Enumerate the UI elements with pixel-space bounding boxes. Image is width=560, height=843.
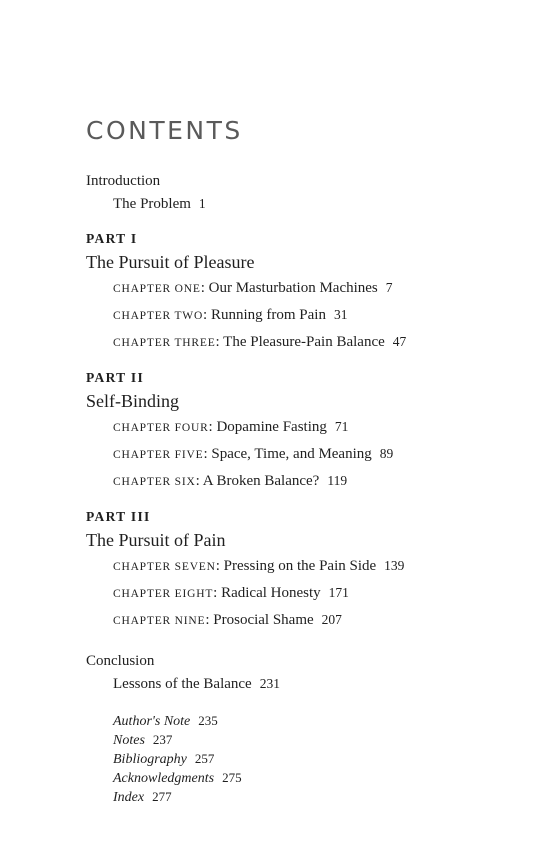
backmatter-title: Bibliography	[113, 752, 187, 767]
backmatter-list	[86, 712, 560, 807]
chapter-title: The Pleasure-Pain Balance	[223, 334, 385, 350]
chapter-prefix: CHAPTER THREE	[113, 337, 216, 349]
toc-entry-acknowledgments[interactable]	[113, 769, 560, 788]
entry-page-number: 231	[259, 676, 280, 691]
chapter-title: Running from Pain	[210, 307, 326, 323]
chapter-prefix: CHAPTER SEVEN	[113, 561, 216, 573]
backmatter-page-number: 275	[222, 770, 242, 785]
chapter-page-number: 31	[333, 307, 348, 322]
toc-entry-the-problem[interactable]	[86, 191, 560, 217]
toc-entry-notes[interactable]	[113, 731, 560, 750]
chapter-page-number: 171	[328, 585, 349, 600]
toc-entry-chapter-two[interactable]: CHAPTER TWO: Running from Pain 31	[113, 307, 348, 323]
toc-entry-chapter-three[interactable]: CHAPTER THREE: The Pleasure-Pain Balance 47	[113, 334, 407, 350]
page-title: CONTENTS	[86, 116, 243, 145]
toc-entry-chapter-seven[interactable]: CHAPTER SEVEN: Pressing on the Pain Side 139	[113, 558, 405, 574]
chapter-prefix: CHAPTER SIX	[113, 476, 196, 488]
backmatter-page-number: 257	[194, 751, 215, 766]
chapter-page-number: 139	[384, 558, 405, 573]
entry-page-number: 1	[198, 196, 206, 211]
chapter-page-number: 71	[334, 419, 349, 434]
backmatter-page-number: 277	[152, 789, 172, 804]
chapter-prefix: CHAPTER TWO	[113, 310, 204, 322]
part-two-block	[86, 368, 560, 495]
part-one-block	[86, 229, 560, 356]
section-introduction-label: Introduction	[86, 173, 161, 189]
backmatter-title: Index	[113, 790, 145, 805]
backmatter-page-number: 237	[152, 732, 173, 747]
toc-entry-bibliography[interactable]	[113, 750, 560, 769]
part-label: PART II	[86, 370, 145, 385]
chapter-title: Radical Honesty	[221, 585, 321, 601]
chapter-title: Our Masturbation Machines	[208, 280, 378, 296]
backmatter-title: Acknowledgments	[113, 771, 215, 786]
toc-entry-chapter-six[interactable]: CHAPTER SIX: A Broken Balance? 119	[113, 473, 348, 489]
part-label: PART III	[86, 509, 151, 524]
backmatter-title: Notes	[113, 733, 145, 748]
chapter-prefix: CHAPTER ONE	[113, 283, 201, 295]
part-title: The Pursuit of Pain	[86, 530, 226, 550]
toc-entry-chapter-five[interactable]: CHAPTER FIVE: Space, Time, and Meaning 89	[113, 446, 394, 462]
part-title: Self-Binding	[86, 391, 179, 411]
chapter-prefix: CHAPTER FIVE	[113, 449, 204, 461]
backmatter-title: Author's Note	[113, 714, 191, 729]
chapter-page-number: 7	[385, 280, 393, 295]
toc-entry-chapter-nine[interactable]: CHAPTER NINE: Prosocial Shame 207	[113, 612, 342, 628]
toc-entry-index[interactable]	[113, 788, 560, 807]
chapter-title: Prosocial Shame	[213, 612, 314, 628]
chapter-prefix: CHAPTER FOUR	[113, 422, 209, 434]
part-three-block	[86, 507, 560, 634]
backmatter-page-number: 235	[198, 713, 218, 728]
toc-entry-chapter-four[interactable]: CHAPTER FOUR: Dopamine Fasting 71	[113, 419, 349, 435]
chapter-title: Space, Time, and Meaning	[211, 446, 372, 462]
entry-title: Lessons of the Balance	[113, 676, 252, 692]
chapter-prefix: CHAPTER NINE	[113, 615, 206, 627]
section-conclusion-label: Conclusion	[86, 653, 155, 669]
chapter-page-number: 47	[392, 334, 407, 349]
chapter-title: Pressing on the Pain Side	[223, 558, 377, 574]
toc-entry-chapter-one[interactable]: CHAPTER ONE: Our Masturbation Machines 7	[113, 280, 393, 296]
part-label: PART I	[86, 231, 138, 246]
toc-entry-authors-note[interactable]	[113, 712, 560, 731]
toc-entry-lessons-of-the-balance[interactable]	[86, 671, 560, 697]
chapter-title: A Broken Balance?	[202, 473, 320, 489]
chapter-page-number: 119	[327, 473, 348, 488]
chapter-title: Dopamine Fasting	[216, 419, 327, 435]
entry-title: The Problem	[113, 196, 191, 212]
chapter-page-number: 89	[379, 446, 394, 461]
chapter-prefix: CHAPTER EIGHT	[113, 588, 214, 600]
chapter-page-number: 207	[321, 612, 342, 627]
toc-entry-chapter-eight[interactable]: CHAPTER EIGHT: Radical Honesty 171	[113, 585, 349, 601]
part-title: The Pursuit of Pleasure	[86, 252, 255, 272]
